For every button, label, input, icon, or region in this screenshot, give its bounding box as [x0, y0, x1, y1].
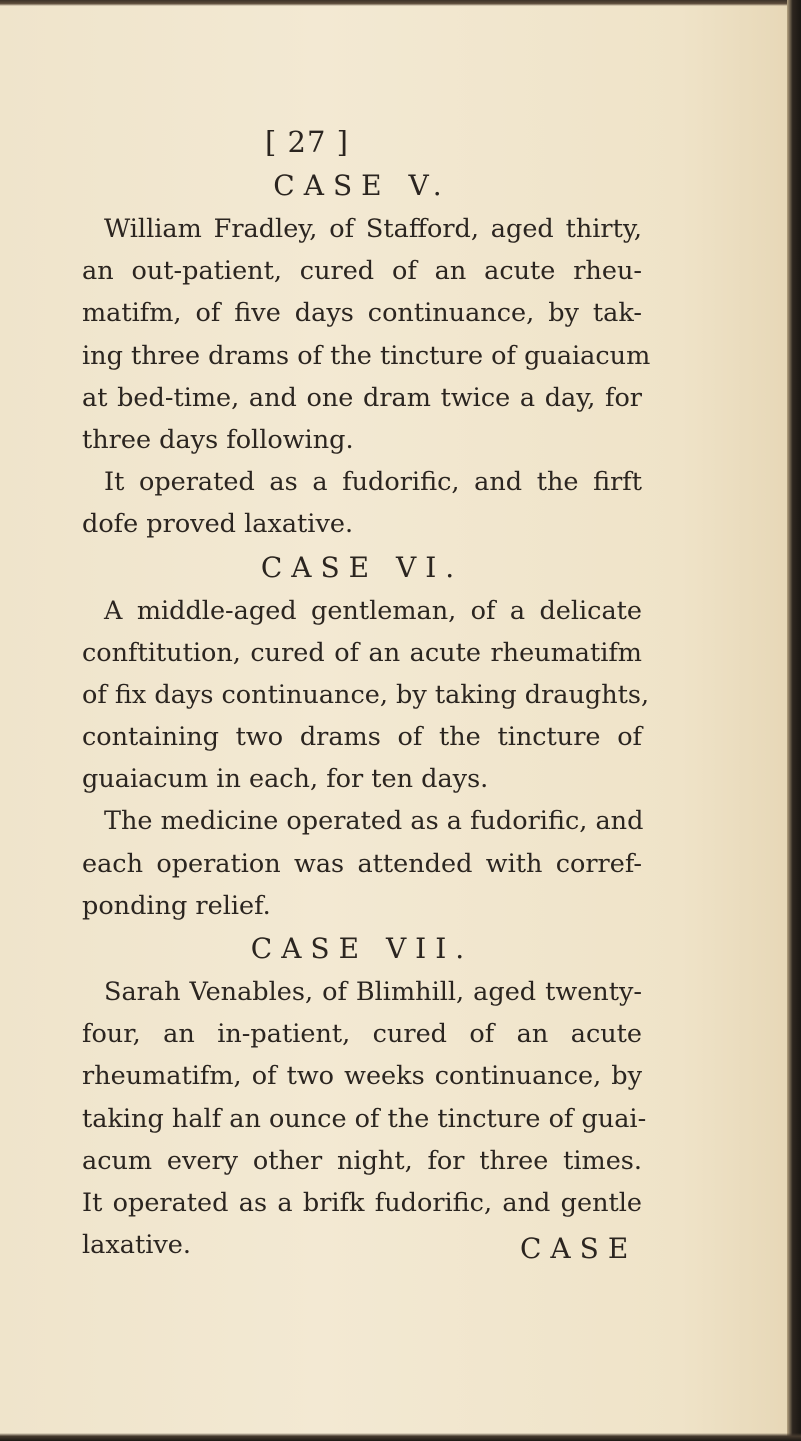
case-paragraph: [82, 208, 651, 461]
text-line: four, an in-patient, cured of an acute: [82, 1019, 642, 1050]
case-paragraph: [82, 590, 650, 801]
text-line: each operation was attended with corref-: [82, 848, 642, 879]
text-line: It operated as a brifk fudorific, and gentle: [82, 1187, 642, 1218]
text-line: William Fradley, of Stafford, aged thirty,: [104, 214, 642, 244]
text-line: at bed-time, and one dram twice a day, for: [82, 382, 642, 413]
case-heading: CASE VII.: [250, 932, 474, 965]
page-text: [82, 120, 651, 1266]
text-line: of fix days continuance, by taking draughts,: [82, 679, 650, 710]
case-paragraph: [82, 800, 642, 927]
page-bottom-edge: [0, 1433, 801, 1441]
case-heading: CASE V.: [273, 169, 451, 202]
text-line: an out-patient, cured of an acute rheu-: [82, 256, 642, 287]
page-number: [ 27 ]: [265, 125, 349, 159]
case-heading: CASE VI.: [260, 550, 464, 584]
case-paragraph: [82, 461, 642, 545]
text-line: containing two drams of the tincture of: [82, 722, 642, 753]
case-paragraph: [82, 971, 647, 1266]
text-line: laxative.: [82, 1230, 191, 1261]
text-line: acum every other night, for three times.: [82, 1145, 642, 1176]
text-line: dofe proved laxative.: [82, 509, 354, 540]
text-line: ponding relief.: [82, 890, 271, 921]
text-line: Sarah Venables, of Blimhill, aged twenty-: [104, 977, 642, 1007]
text-line: matifm, of five days continuance, by tak-: [82, 298, 642, 329]
text-line: three days following.: [82, 424, 354, 455]
text-line: ing three drams of the tincture of guaiacum: [82, 340, 651, 371]
text-line: rheumatifm, of two weeks continuance, by: [82, 1061, 642, 1092]
page-top-edge: [0, 0, 801, 6]
text-line: A middle-aged gentleman, of a delicate: [104, 595, 642, 626]
text-line: conftitution, cured of an acute rheumatifm: [82, 637, 642, 668]
page-binding-edge: [787, 0, 801, 1441]
text-line: taking half an ounce of the tincture of guai-: [82, 1103, 647, 1134]
text-line: guaiacum in each, for ten days.: [82, 764, 489, 795]
text-line: It operated as a fudorific, and the firft: [104, 467, 642, 498]
text-line: The medicine operated as a fudorific, and: [104, 806, 644, 837]
catchword: CASE: [520, 1232, 638, 1265]
